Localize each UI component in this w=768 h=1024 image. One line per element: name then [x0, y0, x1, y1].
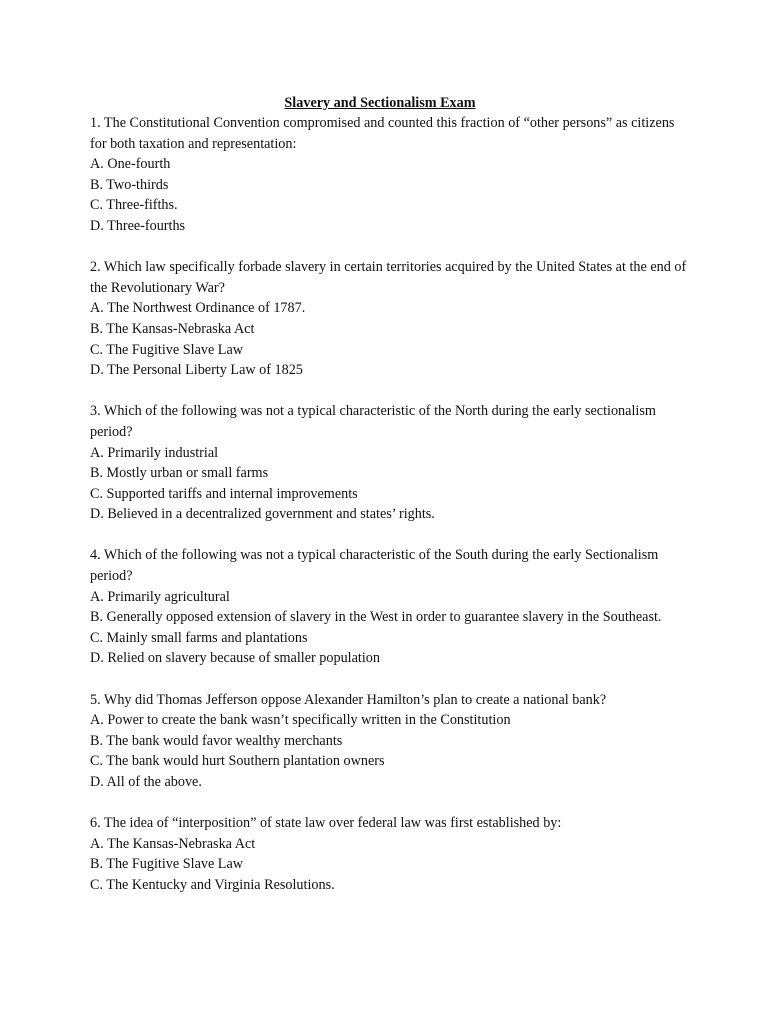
answer-option: D. Believed in a decentralized government and states’ rights.: [90, 506, 435, 523]
question-6: [90, 813, 688, 895]
answer-option: B. The bank would favor wealthy merchants: [90, 732, 343, 749]
question-text: 5. Why did Thomas Jefferson oppose Alexander Hamilton’s plan to create a national bank?: [90, 691, 607, 708]
answer-option: C. Mainly small farms and plantations: [90, 629, 308, 646]
answer-option: D. The Personal Liberty Law of 1825: [90, 362, 303, 379]
question-3: [90, 401, 688, 525]
question-text: 1. The Constitutional Convention compromised and counted this fraction of “other persons” as citizens for both taxation and representation:: [90, 115, 675, 152]
answer-option: A. The Northwest Ordinance of 1787.: [90, 300, 306, 317]
answer-option: B. The Fugitive Slave Law: [90, 856, 244, 873]
answer-option: C. Three-fifths.: [90, 197, 178, 214]
answer-option: B. The Kansas-Nebraska Act: [90, 320, 255, 337]
answer-option: D. All of the above.: [90, 774, 202, 790]
question-text: 6. The idea of “interposition” of state law over federal law was first established by:: [90, 815, 562, 832]
answer-option: C. The bank would hurt Southern plantation owners: [90, 753, 385, 770]
answer-option: C. The Fugitive Slave Law: [90, 341, 244, 358]
question-text: 4. Which of the following was not a typical characteristic of the South during the early Sectionalism period?: [90, 547, 659, 585]
answer-option: A. One-fourth: [90, 156, 171, 173]
exam-title: Slavery and Sectionalism Exam: [284, 95, 476, 111]
question-text: 2. Which law specifically forbade slavery in certain territories acquired by the United States at the end of the Revolutionary War?: [90, 259, 687, 296]
question-5: [90, 690, 688, 793]
answer-option: A. The Kansas-Nebraska Act: [90, 835, 256, 852]
answer-option: B. Generally opposed extension of slavery in the West in order to guarantee slavery in the Southeast.: [90, 609, 662, 626]
question-2: [90, 257, 688, 381]
answer-option: A. Power to create the bank wasn’t specifically written in the Constitution: [90, 712, 511, 729]
answer-option: C. Supported tariffs and internal improvements: [90, 485, 358, 502]
answer-option: C. The Kentucky and Virginia Resolutions.: [90, 876, 335, 893]
answer-option: A. Primarily industrial: [90, 444, 219, 461]
answer-option: B. Mostly urban or small farms: [90, 465, 269, 482]
question-1: [90, 113, 688, 237]
answer-option: A. Primarily agricultural: [90, 588, 230, 605]
answer-option: B. Two-thirds: [90, 176, 169, 193]
answer-option: D. Three-fourths: [90, 217, 186, 234]
question-text: 3. Which of the following was not a typical characteristic of the North during the early sectionalism period?: [90, 403, 656, 440]
question-4: [90, 545, 688, 669]
answer-option: D. Relied on slavery because of smaller population: [90, 650, 380, 667]
